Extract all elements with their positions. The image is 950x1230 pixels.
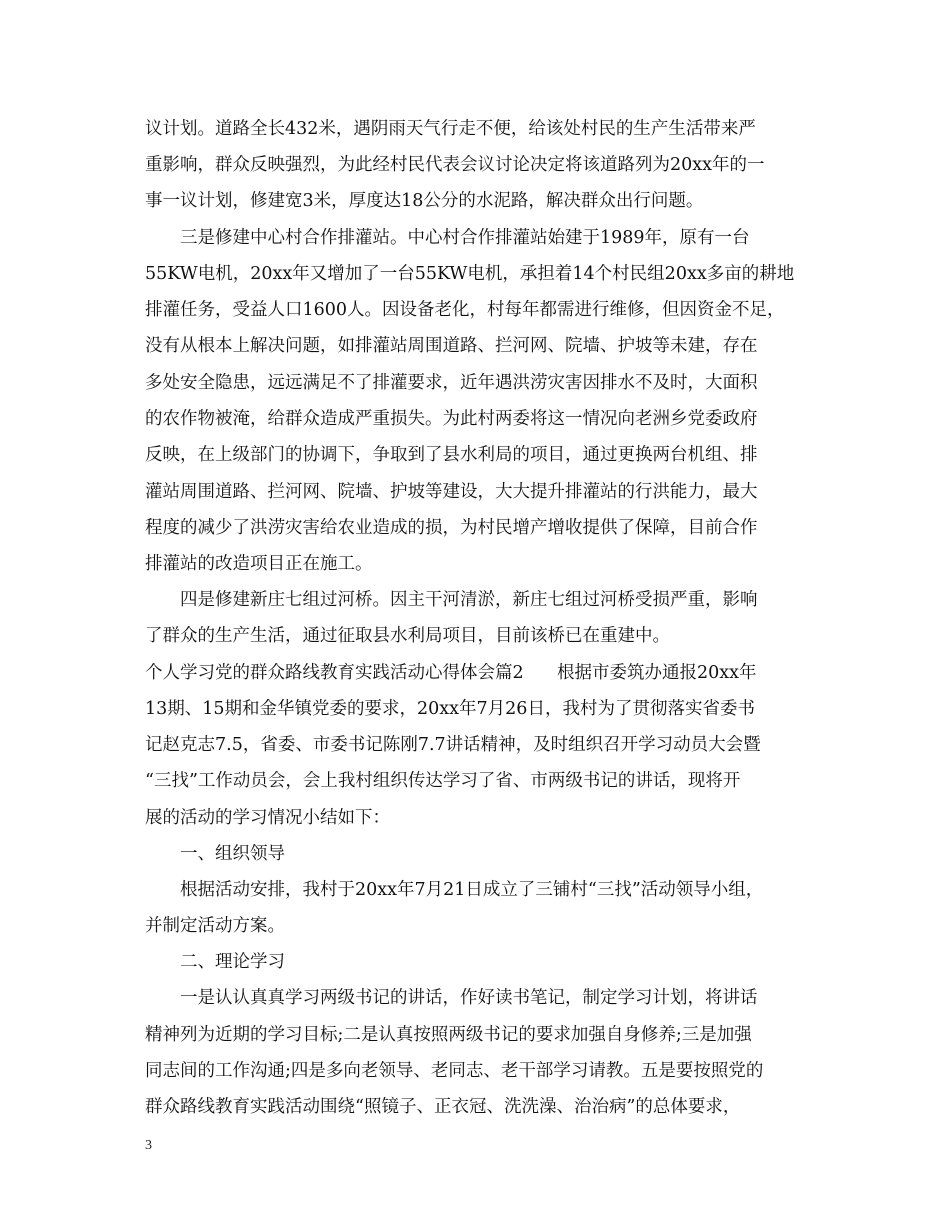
text-line: 记赵克志7.5，省委、市委书记陈刚7.7讲话精神，及时组织召开学习动员大会暨 xyxy=(145,735,761,755)
text-line: 排灌任务，受益人口1600人。因设备老化，村每年都需进行维修，但因资金不足， xyxy=(145,300,785,320)
text-line: 同志间的工作沟通;四是多向老领导、老同志、老干部学习请教。五是要按照党的 xyxy=(145,1061,764,1081)
text-line: 事一议计划，修建宽3米，厚度达18公分的水泥路，解决群众出行问题。 xyxy=(145,191,704,211)
paragraph-first-line: 一是认认真真学习两级书记的讲话，作好读书笔记，制定学习计划，将讲话 xyxy=(180,988,758,1008)
section-heading-line: 个人学习党的群众路线教育实践活动心得体会篇2 根据市委筑办通报20xx年 xyxy=(145,663,757,683)
text-line: 排灌站的改造项目正在施工。 xyxy=(145,554,373,574)
text-line: 重影响，群众反映强烈，为此经村民代表会议讨论决定将该道路列为20xx年的一 xyxy=(145,155,765,175)
text-line: 群众路线教育实践活动围绕“照镜子、正衣冠、洗洗澡、治治病”的总体要求， xyxy=(145,1097,741,1117)
text-line: “三找”工作动员会，会上我村组织传达学习了省、市两级书记的讲话，现将开 xyxy=(145,771,741,791)
text-line: 反映，在上级部门的协调下，争取到了县水利局的项目，通过更换两台机组、排 xyxy=(145,445,758,465)
page-number: 3 xyxy=(145,1138,152,1153)
paragraph-first-line: 三是修建中心村合作排灌站。中心村合作排灌站始建于1989年，原有一台 xyxy=(180,228,750,248)
section-title: 一、组织领导 xyxy=(180,844,285,864)
text-line: 展的活动的学习情况小结如下： xyxy=(145,808,390,828)
text-line: 并制定活动方案。 xyxy=(145,916,285,936)
section-title: 二、理论学习 xyxy=(180,952,285,972)
paragraph-first-line: 根据活动安排，我村于20xx年7月21日成立了三铺村“三找”活动领导小组， xyxy=(180,880,764,900)
text-line: 多处安全隐患，远远满足不了排灌要求，近年遇洪涝灾害因排水不及时，大面积 xyxy=(145,373,758,393)
text-line: 55KW电机，20xx年又增加了一台55KW电机，承担着14个村民组20xx多亩的耕地 xyxy=(145,264,795,284)
text-line: 了群众的生产生活，通过征取县水利局项目，目前该桥已在重建中。 xyxy=(145,626,670,646)
text-line: 精神列为近期的学习目标;二是认真按照两级书记的要求加强自身修养;三是加强 xyxy=(145,1025,752,1045)
text-line: 灌站周围道路、拦河网、院墙、护坡等建设，大大提升排灌站的行洪能力，最大 xyxy=(145,482,758,502)
text-line: 议计划。道路全长432米，遇阴雨天气行走不便，给该处村民的生产生活带来严 xyxy=(145,119,756,139)
paragraph-first-line: 四是修建新庄七组过河桥。因主干河清淤，新庄七组过河桥受损严重，影响 xyxy=(180,590,758,610)
text-line: 没有从根本上解决问题，如排灌站周围道路、拦河网、院墙、护坡等未建，存在 xyxy=(145,336,758,356)
text-line: 程度的减少了洪涝灾害给农业造成的损，为村民增产增收提供了保障，目前合作 xyxy=(145,518,758,538)
text-line: 13期、15期和金华镇党委的要求，20xx年7月26日，我村为了贯彻落实省委书 xyxy=(145,699,755,719)
text-line: 的农作物被淹，给群众造成严重损失。为此村两委将这一情况向老洲乡党委政府 xyxy=(145,409,758,429)
